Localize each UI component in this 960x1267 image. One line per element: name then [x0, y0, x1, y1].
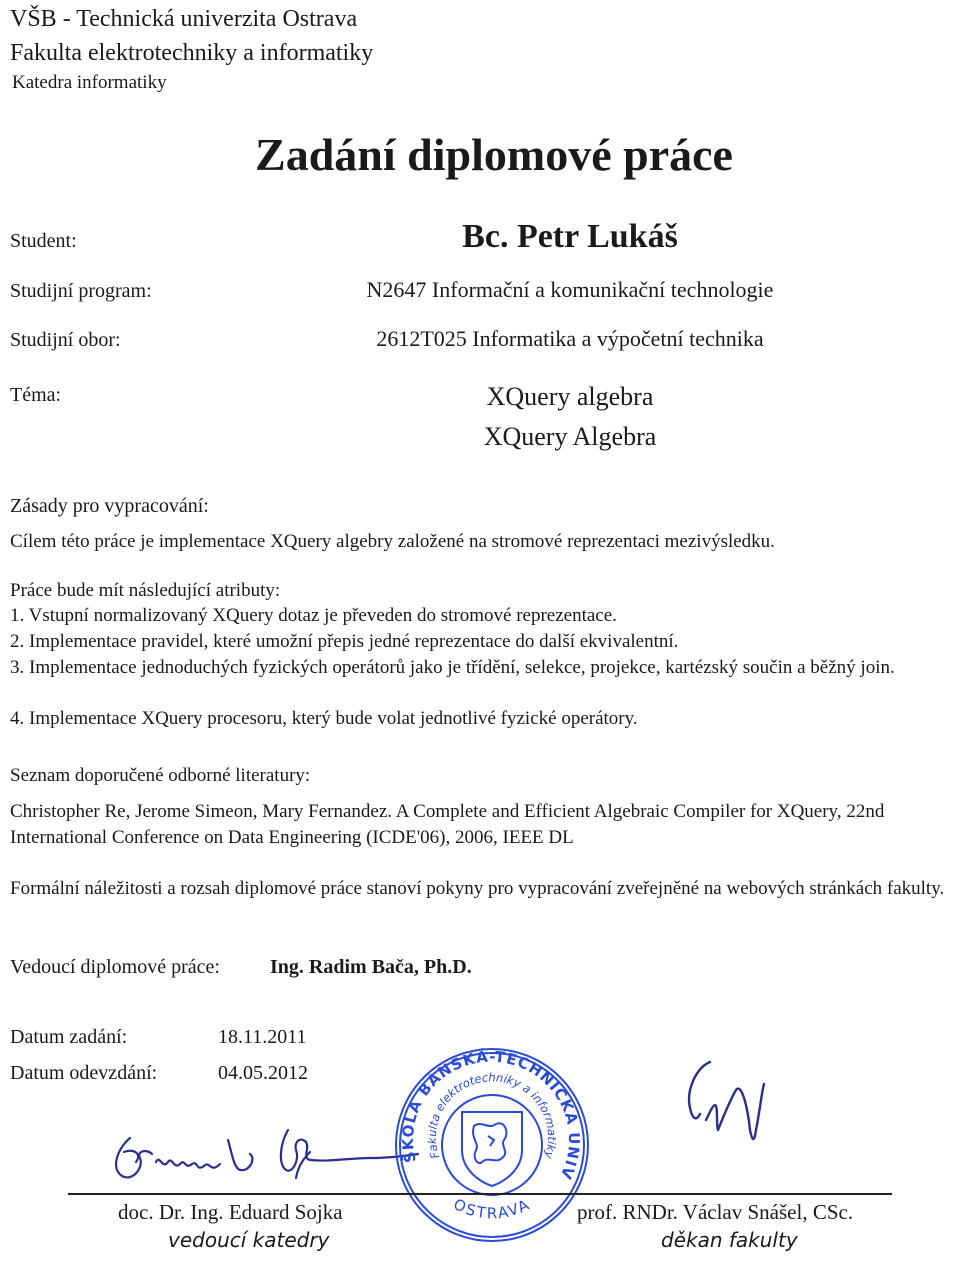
head-of-department-name: doc. Dr. Ing. Eduard Sojka — [118, 1200, 343, 1224]
program-value: N2647 Informační a komunikační technologie — [366, 277, 774, 302]
dean-name: prof. RNDr. Václav Snášel, CSc. — [577, 1200, 854, 1224]
svg-text:OSTRAVA — [451, 1195, 534, 1222]
obor-label: Studijní obor: — [10, 329, 121, 351]
assignment-date-label: Datum zadání: — [10, 1026, 128, 1048]
obor-value: 2612T025 Informatika a výpočetní technika — [376, 326, 764, 351]
attribute-item-1: 1. Vstupní normalizovaný XQuery dotaz je převeden do stromové reprezentace. — [10, 605, 617, 626]
tema-english: XQuery Algebra — [483, 422, 657, 451]
dean-signature — [670, 1050, 800, 1160]
document-title: Zadání diplomové práce — [255, 129, 733, 180]
head-of-department-signature — [100, 1118, 430, 1198]
tema-label: Téma: — [10, 384, 62, 406]
stamp-inner-text: Fakulta elektrotechniky a informatiky — [424, 1070, 560, 1161]
supervisor-name: Ing. Radim Bača, Ph.D. — [270, 956, 472, 978]
tema-czech: XQuery algebra — [486, 382, 654, 411]
faculty-stamp — [385, 1026, 592, 1250]
submission-date: 04.05.2012 — [218, 1062, 308, 1084]
student-name: Bc. Petr Lukáš — [462, 218, 678, 255]
literature-text: Christopher Re, Jerome Simeon, Mary Fernandez. A Complete and Efficient Algebraic Compiler for XQuery, 22nd International Conference on Data Engineering (ICDE'06), 2006, IEEE DL — [10, 801, 885, 848]
student-label: Student: — [10, 230, 77, 252]
zasady-intro: Cílem této práce je implementace XQuery algebry založené na stromové reprezentaci mezivýsledku. — [10, 531, 775, 552]
dean-role: děkan fakulty — [661, 1228, 798, 1252]
submission-date-label: Datum odevzdání: — [10, 1062, 158, 1084]
department-name: Katedra informatiky — [12, 72, 167, 93]
formal-requirements: Formální náležitosti a rozsah diplomové práce stanoví pokyny pro vypracování zveřejněné na webových stránkách fakulty. — [10, 878, 945, 899]
stamp-shield — [462, 1112, 522, 1186]
svg-text:Fakulta elektrotechniky a info — [425, 1070, 559, 1160]
stamp-city: OSTRAVA — [450, 1194, 534, 1223]
literature-heading: Seznam doporučené odborné literatury: — [10, 765, 311, 786]
program-label: Studijní program: — [10, 280, 152, 302]
supervisor-label: Vedoucí diplomové práce: — [10, 956, 220, 978]
stamp-outer-text: VYSOKÁ ŠKOLA BÁŇSKÁ-TECHNICKÁ UNIVERZITA — [385, 1026, 584, 1183]
zasady-heading: Zásady pro vypracování: — [10, 495, 209, 517]
university-name: VŠB - Technická univerzita Ostrava — [10, 6, 358, 32]
attributes-heading: Práce bude mít následující atributy: — [10, 580, 281, 601]
attribute-item-4: 4. Implementace XQuery procesoru, který bude volat jednotlivé fyzické operátory. — [10, 708, 638, 729]
faculty-name: Fakulta elektrotechniky a informatiky — [10, 40, 374, 66]
attribute-item-3: 3. Implementace jednoduchých fyzických operátorů jako je třídění, selekce, projekce, kartézský součin a běžný join. — [10, 657, 895, 678]
attribute-item-2: 2. Implementace pravidel, které umožní přepis jedné reprezentace do další ekvivalentní. — [10, 631, 679, 652]
head-of-department-role: vedoucí katedry — [168, 1228, 330, 1252]
signature-line — [68, 1193, 892, 1195]
assignment-date: 18.11.2011 — [218, 1026, 307, 1048]
